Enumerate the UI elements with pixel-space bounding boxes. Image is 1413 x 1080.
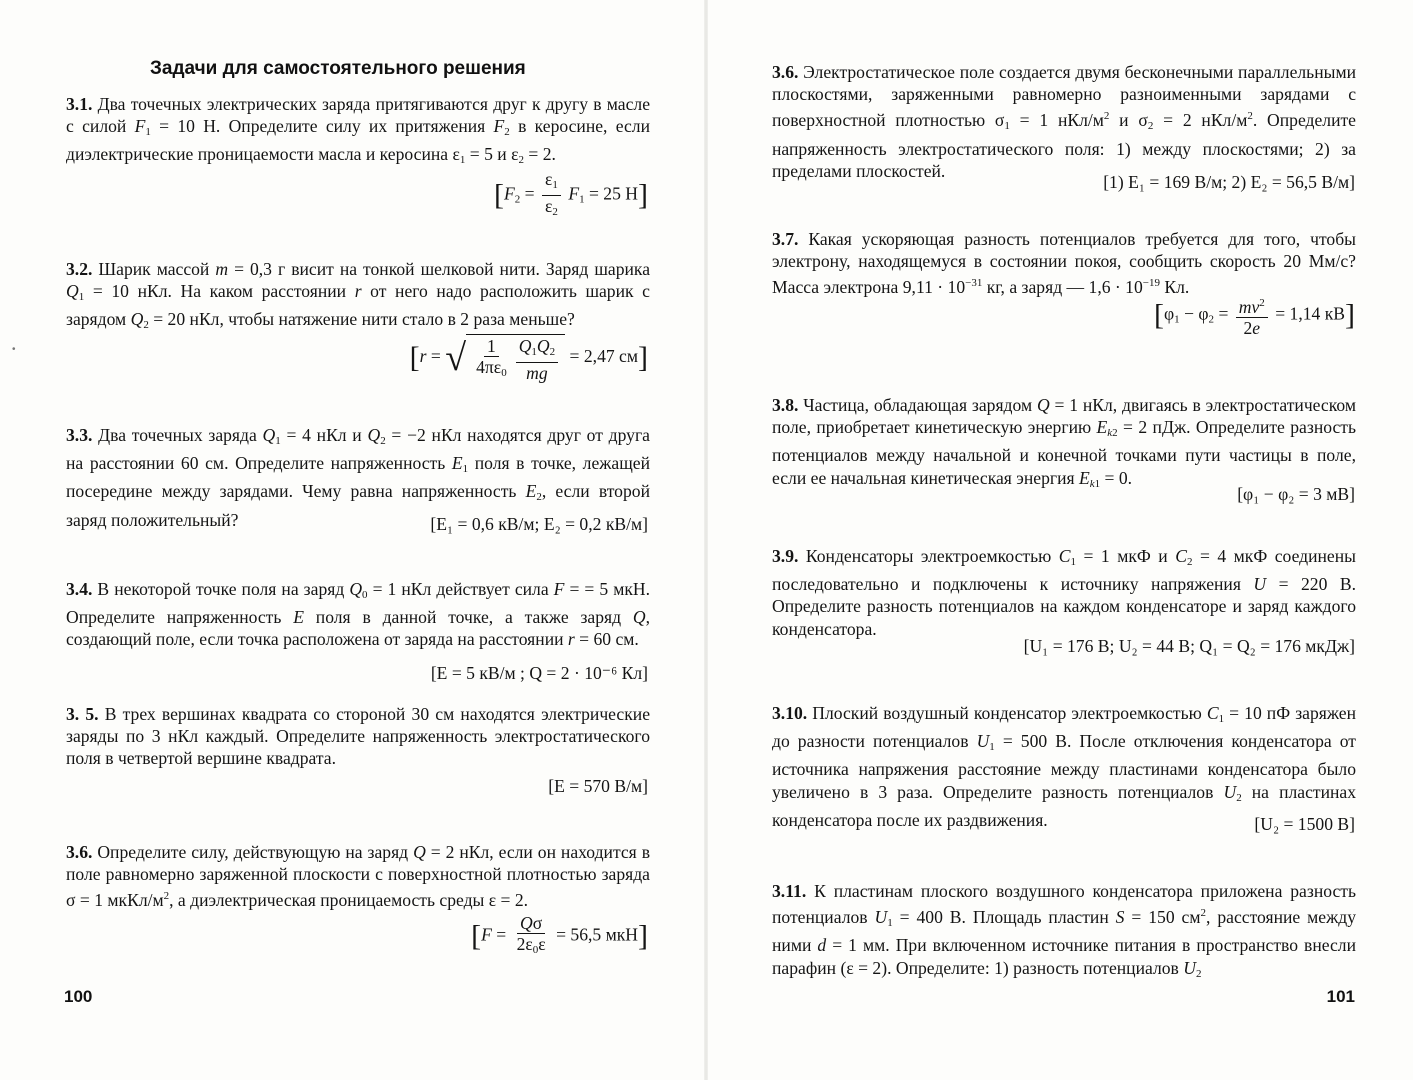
problem-3-11: 3.11. К пластинам плоского воздушного конденсатора приложена разность потенциалов $U_1 = 400$ В. Площадь пластин S = 150 $см^2$, расстояние между ними d = 1 мм. При включенном источнике питания в пространство внесли парафин (ε = 2). Определите: 1) разность потенциалов $U_2$ — [772, 881, 1356, 980]
problem-number: 3.1. — [66, 94, 93, 114]
problem-3-10: 3.10. Плоский воздушный конденсатор электроемкостью $C_1 = 10$ пФ заряжен до разности потенциалов $U_1 = 500$ В. После отключения конденсатора от источника напряжения расстояние между пластинами конденсатора было увеличено в 3 раза. Определите разность потенциалов $U_2$ на пластинах конденсатора после их раздвижения. — [772, 703, 1357, 830]
problem-number: 3.10. — [772, 703, 808, 723]
answer-3-6-right: [1) E₁ = 169 В/м; 2) E₂ = 56,5 В/м] — [1103, 172, 1355, 192]
answer-value: = 1,14 кВ — [1275, 303, 1345, 324]
problem-number: 3.4. — [66, 579, 93, 599]
answer-3-4: [E = 5 кВ/м ; Q = 2 · 10⁻⁶ Кл] — [430, 663, 648, 683]
answer-3-8: [φ₁ − φ₂ = 3 мВ] — [1237, 484, 1355, 504]
problem-3-8: 3.8. Частица, обладающая зарядом Q = 1 нКл, двигаясь в электростатическом поле, приобретает кинетическую энергию $E_{k2} = 2$ пДж. Определите разность потенциалов между начальной и конечной точками пути частицы в поле, если ее начальная кинетическая энергия $E_{k1} = 0$. — [772, 395, 1356, 490]
problem-number: 3.8. — [772, 395, 799, 415]
problem-3-4: 3.4. В некоторой точке поля на заряд $Q_0 = 1$ нКл действует сила F = = 5 мкН. Определите напряженность E поля в данной точке, а также заряд Q, создающий поле, если точка расположена от заряда на расстоянии r = 60 см. — [66, 579, 650, 650]
problem-number: 3.9. — [772, 546, 799, 566]
problem-3-9: 3.9. Конденсаторы электроемкостью $C_1 = 1$ мкФ и $C_2 = 4$ мкФ соединены последовательно и подключены к источнику напряжения U = 220 В. Определите разность потенциалов на каждом конденсаторе и заряд каждого конденсатора. — [772, 546, 1356, 639]
answer-value: = 2,47 см — [569, 346, 638, 367]
problem-3-2: 3.2. Шарик массой m = 0,3 г висит на тонкой шелковой нити. Заряд шарика $Q_1 = 10$ нКл. На каком расстоянии r от него надо расположить шарик с зарядом $Q_2 = 20$ нКл, чтобы натяжение нити стало в 2 раза меньше? — [66, 259, 651, 332]
answer-3-1: [$F_2$ = $\frac{\varepsilon_1}{\varepsilon_2}$ $F_1 = 25$ Н] — [494, 169, 648, 218]
problem-3-6-right: 3.6. Электростатическое поле создается двумя бесконечными параллельными плоскостями, заряженными равномерно разноименными зарядами с поверхностной плотностью $\sigma_1 = 1$ нКл/$м^2$ и $\sigma_2 = 2$ нКл/$м^2$. Определите напряженность электростатического поля: 1) между плоскостями; 2) за пределами плоскостей. — [772, 62, 1356, 181]
answer-3-9: [U₁ = 176 В; U₂ = 44 В; Q₁ = Q₂ = 176 мкДж] — [1023, 636, 1355, 656]
problem-3-7: 3.7. Какая ускоряющая разность потенциалов требуется для того, чтобы электрону, находящемуся в состоянии покоя, сообщить скорость 20 Мм/с? Масса электрона $9,11 \cdot 10^{-31}$ кг, а заряд — $1,6 \cdot 10^{-19}$ Кл. — [772, 229, 1356, 298]
answer-3-7: [$\varphi_1 - \varphi_2$ = $\frac{mv^2}{2e}$ = 1,14 кВ] — [1154, 294, 1355, 337]
page-number-right: 101 — [1326, 987, 1355, 1006]
answer-value: = 56,5 мкН — [556, 924, 638, 945]
problem-number: 3.3. — [66, 425, 93, 445]
problem-number: 3.6. — [66, 842, 93, 862]
right-page — [706, 0, 1413, 1080]
problem-3-6-left: 3.6. Определите силу, действующую на заряд Q = 2 нКл, если он находится в поле равномерно заряженной плоскости с поверхностной плотностью заряда σ = 1 мкКл/$м^2$, а диэлектрическая проницаемость среды ε = 2. — [66, 842, 650, 911]
answer-3-10: [U₂ = 1500 В] — [1254, 814, 1355, 834]
problem-3-5: 3. 5. В трех вершинах квадрата со стороной 30 см находятся электрические заряды по 3 нКл каждый. Определите напряженность электростатического поля в четвертой вершине квадрата. — [66, 704, 650, 769]
answer-value: = 25 Н — [588, 183, 638, 204]
problem-number: 3.11. — [772, 881, 807, 901]
answer-3-6-left: [F = $\frac{Q\sigma}{2\varepsilon_0\varepsilon}$ = 56,5 мкН] — [471, 913, 648, 956]
answer-3-5: [E = 570 В/м] — [548, 776, 648, 796]
problem-number: 3. 5. — [66, 704, 99, 724]
problem-number: 3.6. — [772, 62, 799, 82]
page-number-left: 100 — [64, 987, 93, 1006]
problem-number: 3.7. — [772, 229, 799, 249]
answer-3-2: [r = √ $\frac{1}{4\pi\varepsilon_0}$ $\frac{Q_1Q_2}{mg}$ = 2,47 см] — [409, 336, 648, 383]
problem-3-3: 3.3. Два точечных заряда $Q_1 = 4$ нКл и $Q_2 = -2$ нКл находятся друг от друга на расстоянии 60 см. Определите напряженность $E_1$ поля в точке, лежащей посередине между зарядами. Чему равна напряженность $E_2$, если второй заряд положительный? — [66, 425, 650, 530]
section-heading: Задачи для самостоятельного решения — [150, 58, 526, 79]
problem-number: 3.2. — [66, 259, 93, 279]
left-page — [0, 0, 706, 1080]
answer-3-3: [E₁ = 0,6 кВ/м; E₂ = 0,2 кВ/м] — [430, 514, 648, 534]
problem-3-1: 3.1. Два точечных электрических заряда притягиваются друг к другу в масле с силой $F_1 = 10$ Н. Определите силу их притяжения $F_2$ в керосине, если диэлектрические проницаемости масла и керосина $\varepsilon_1 = 5$ и $\varepsilon_2 = 2$. — [66, 94, 650, 167]
scan-speck: • — [12, 344, 16, 355]
